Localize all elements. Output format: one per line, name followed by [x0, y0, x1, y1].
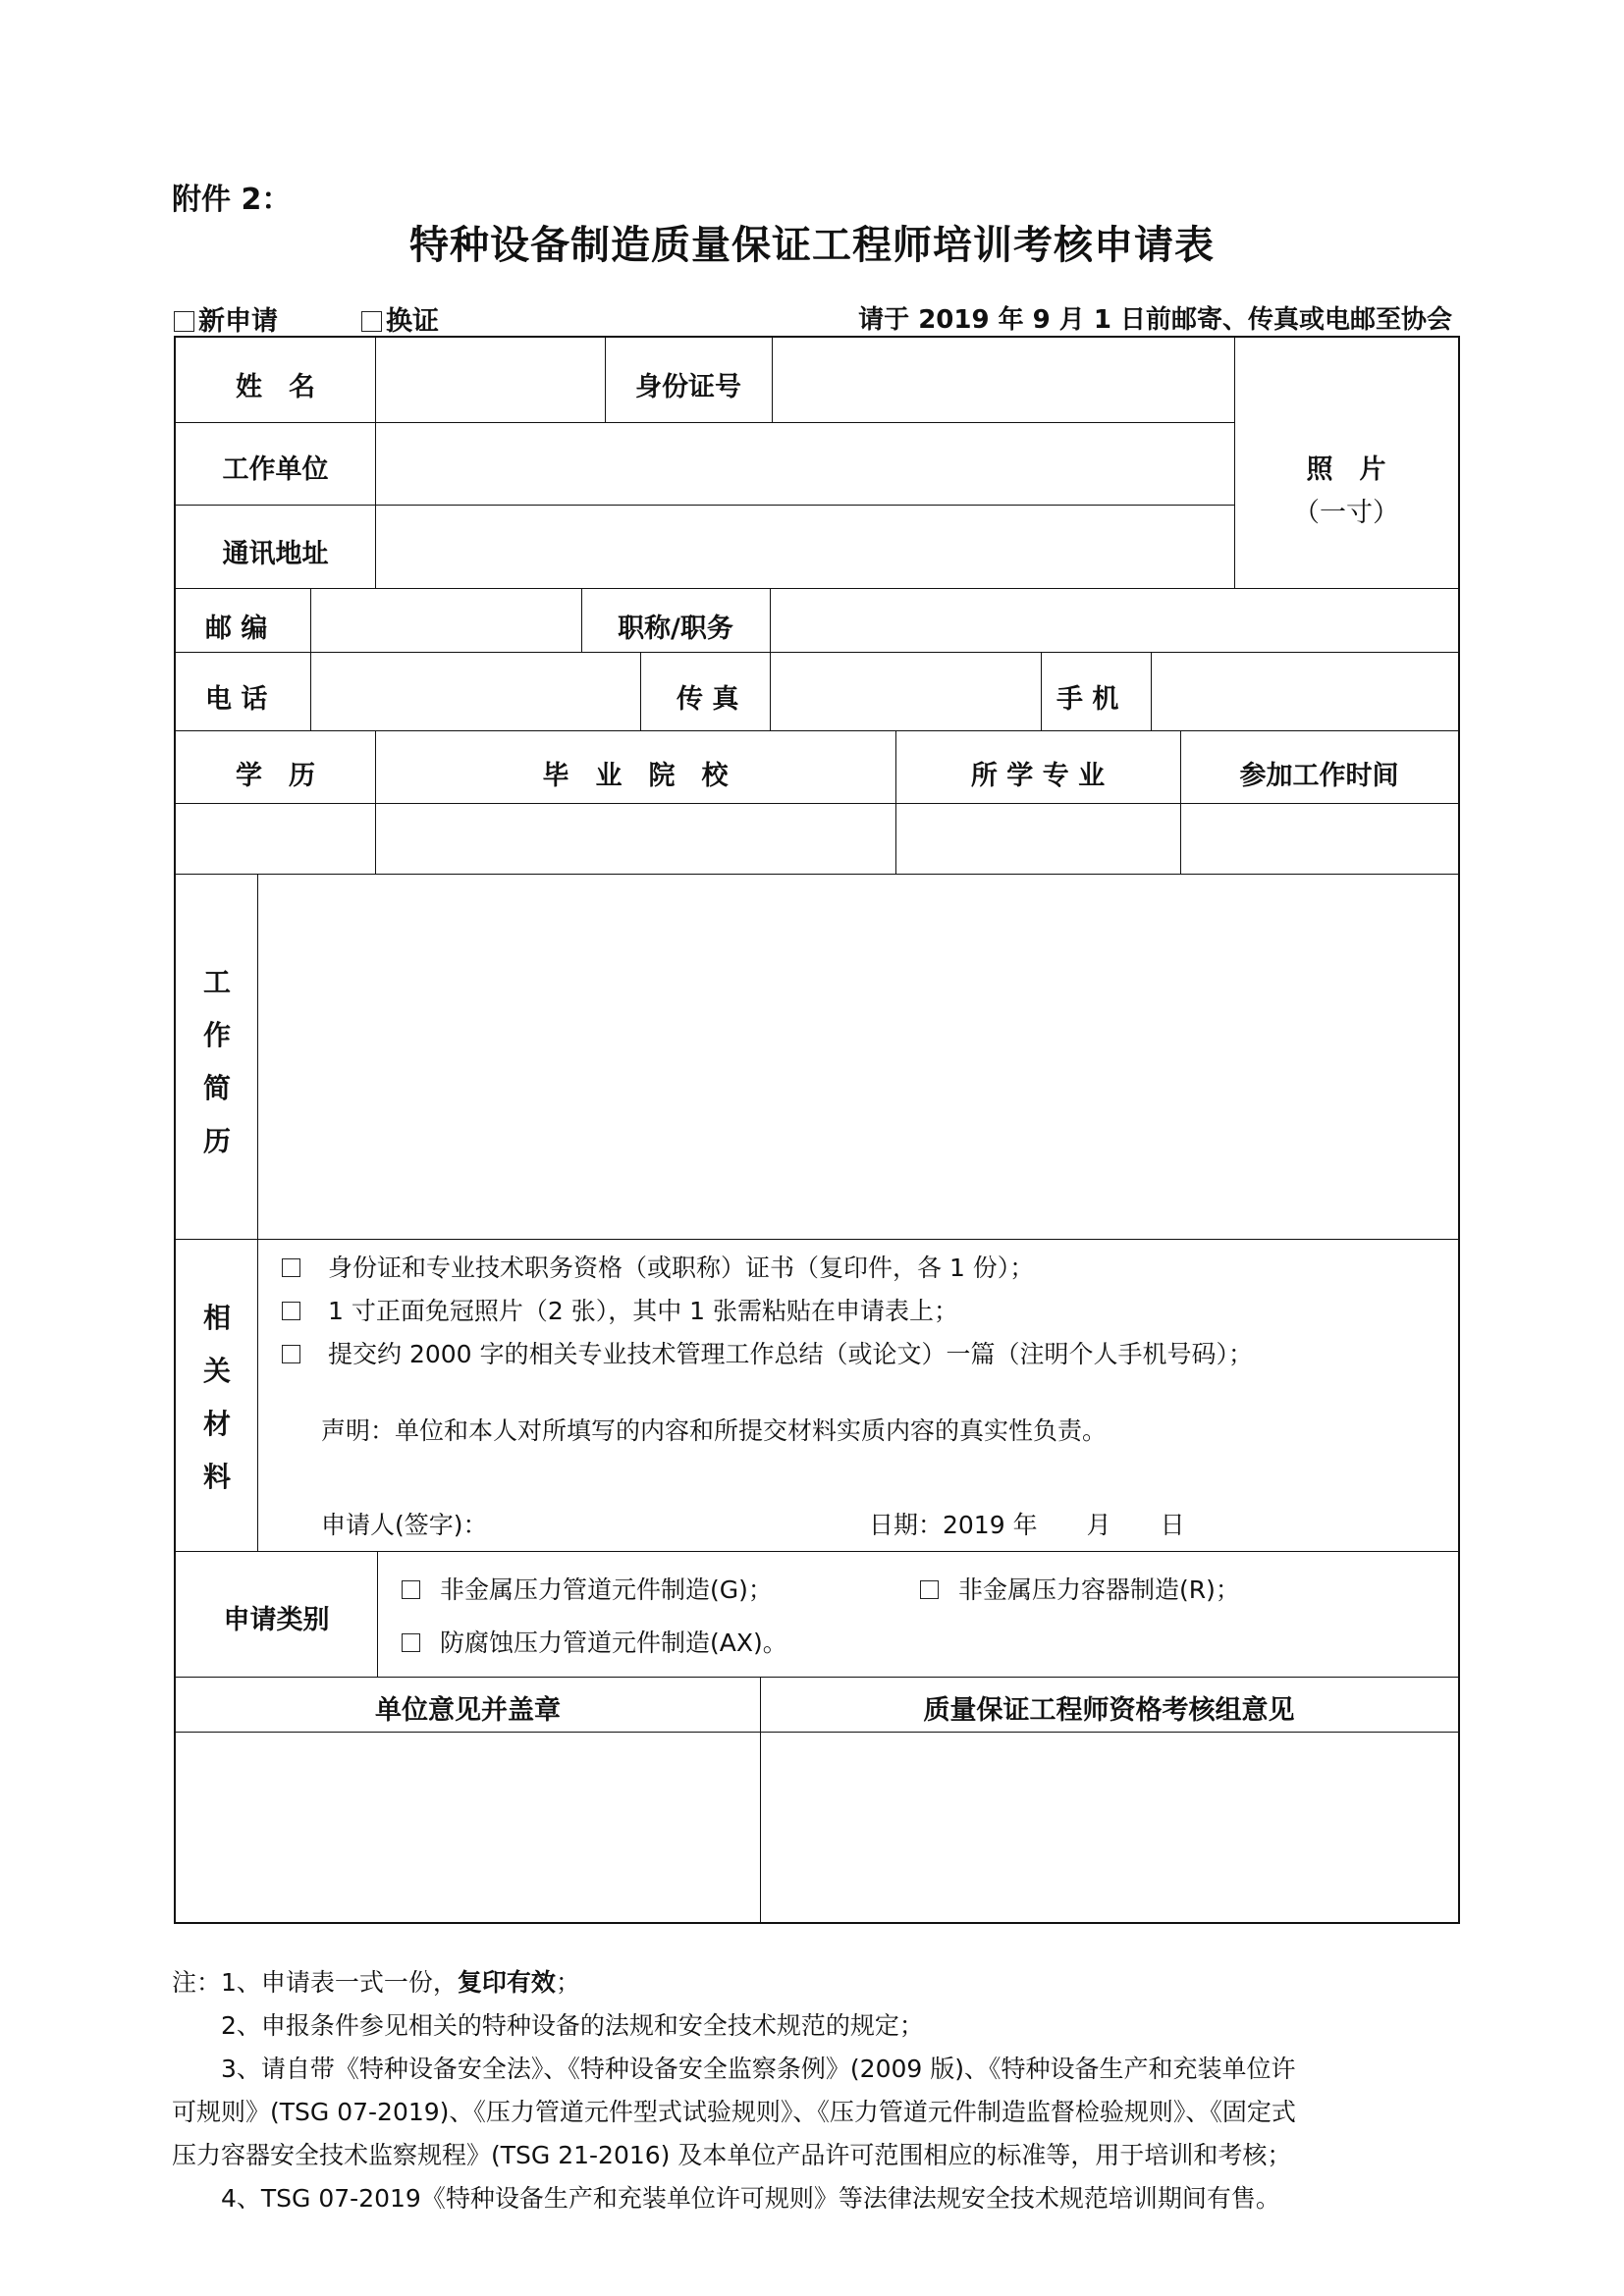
label-major: 所 学 专 业 [970, 761, 1106, 791]
work-start-input[interactable] [1182, 805, 1456, 872]
attachment-label: 附件 2： [172, 183, 292, 217]
label-postcode: 邮 编 [205, 614, 268, 644]
material-item: 1 寸正面免冠照片（2 张），其中 1 张需粘贴在申请表上； [282, 1292, 958, 1327]
material-checkbox[interactable] [282, 1302, 300, 1320]
resume-char: 作 [202, 1019, 231, 1051]
material-checkbox[interactable] [282, 1345, 300, 1363]
label-photo-size: （一寸） [1293, 498, 1399, 528]
note-line: 压力容器安全技术监察规程》(TSG 21-2016) 及本单位产品许可范围相应的标准等，用于培训和考核； [172, 2141, 1292, 2169]
deadline-note: 请于 2019 年 9 月 1 日前邮寄、传真或电邮至协会 [858, 305, 1452, 335]
category-checkbox[interactable] [920, 1580, 939, 1599]
major-input[interactable] [897, 805, 1178, 872]
label-fax: 传 真 [677, 684, 739, 715]
committee-opinion-input[interactable] [762, 1734, 1456, 1922]
resume-char: 工 [202, 966, 231, 998]
label-resume [197, 956, 237, 1168]
label-mobile: 手 机 [1056, 684, 1119, 715]
declaration: 声明：单位和本人对所填写的内容和所提交材料实质内容的真实性负责。 [321, 1416, 1108, 1445]
category-option[interactable]: 非金属压力管道元件制造(G)； [402, 1571, 773, 1606]
label-address: 通讯地址 [222, 539, 329, 569]
mobile-input[interactable] [1153, 654, 1456, 728]
work-unit-input[interactable] [377, 424, 1232, 503]
materials-char: 料 [202, 1461, 231, 1493]
notes [172, 1961, 1468, 2220]
new-checkbox[interactable] [174, 311, 194, 332]
category-option[interactable]: 防腐蚀压力管道元件制造(AX)。 [402, 1624, 787, 1659]
phone-input[interactable] [312, 654, 638, 728]
label-work-start: 参加工作时间 [1239, 761, 1399, 791]
label-name: 姓 名 [236, 372, 315, 402]
materials-char: 材 [202, 1408, 231, 1440]
signature-label: 申请人(签字)： [321, 1511, 488, 1539]
label-phone: 电 话 [205, 684, 268, 715]
label-materials [197, 1292, 237, 1504]
note-line: 可规则》(TSG 07-2019)、《压力管道元件型式试验规则》、《压力管道元件制造监督检验规则》、《固定式 [172, 2098, 1296, 2126]
note-line: 4、TSG 07-2019《特种设备生产和充装单位许可规则》等法律法规安全技术规范培训期间有售。 [172, 2184, 1280, 2213]
option-renew-label: 换证 [386, 306, 439, 337]
option-new-label: 新申请 [198, 306, 278, 337]
note-line: 注：1、申请表一式一份，复印有效； [172, 1968, 580, 1997]
label-unit-opinion: 单位意见并盖章 [375, 1695, 561, 1726]
address-input[interactable] [377, 507, 1232, 586]
education-input[interactable] [178, 805, 373, 872]
date-label: 日期：2019 年 月 日 [869, 1511, 1185, 1539]
resume-char: 简 [202, 1072, 231, 1104]
note-line: 3、请自带《特种设备安全法》、《特种设备安全监察条例》(2009 版)、《特种设备生产和充装单位许 [172, 2055, 1296, 2083]
material-item: 身份证和专业技术职务资格（或职称）证书（复印件，各 1 份）； [282, 1249, 1034, 1284]
material-item: 提交约 2000 字的相关专业技术管理工作总结（或论文）一篇（注明个人手机号码）； [282, 1335, 1253, 1370]
id-number-input[interactable] [774, 340, 1232, 420]
postcode-input[interactable] [312, 590, 579, 650]
application-table [174, 336, 1460, 1924]
label-education: 学 历 [236, 761, 315, 791]
unit-opinion-input[interactable] [178, 1734, 758, 1922]
fax-input[interactable] [772, 654, 1039, 728]
materials-char: 关 [202, 1355, 231, 1387]
note-line: 2、申报条件参见相关的特种设备的法规和安全技术规范的规定； [172, 2011, 924, 2040]
renew-checkbox[interactable] [361, 311, 382, 332]
category-checkbox[interactable] [402, 1580, 420, 1599]
label-school: 毕 业 院 校 [542, 761, 729, 791]
title-position-input[interactable] [772, 590, 1456, 650]
label-category: 申请类别 [223, 1605, 330, 1635]
label-title-position: 职称/职务 [618, 614, 733, 644]
category-checkbox[interactable] [402, 1633, 420, 1652]
category-option[interactable]: 非金属压力容器制造(R)； [920, 1571, 1240, 1606]
label-id-number: 身份证号 [635, 372, 741, 402]
label-committee-opinion: 质量保证工程师资格考核组意见 [923, 1695, 1295, 1726]
form-title: 特种设备制造质量保证工程师培训考核申请表 [409, 223, 1215, 268]
option-renew[interactable] [361, 299, 439, 338]
school-input[interactable] [377, 805, 893, 872]
materials-char: 相 [202, 1302, 231, 1334]
label-photo: 照 片 [1306, 454, 1386, 485]
resume-input[interactable] [259, 876, 1456, 1237]
resume-char: 历 [202, 1125, 231, 1157]
name-input[interactable] [377, 340, 603, 420]
label-work-unit: 工作单位 [222, 454, 329, 485]
material-checkbox[interactable] [282, 1258, 300, 1277]
option-new[interactable] [174, 299, 278, 338]
